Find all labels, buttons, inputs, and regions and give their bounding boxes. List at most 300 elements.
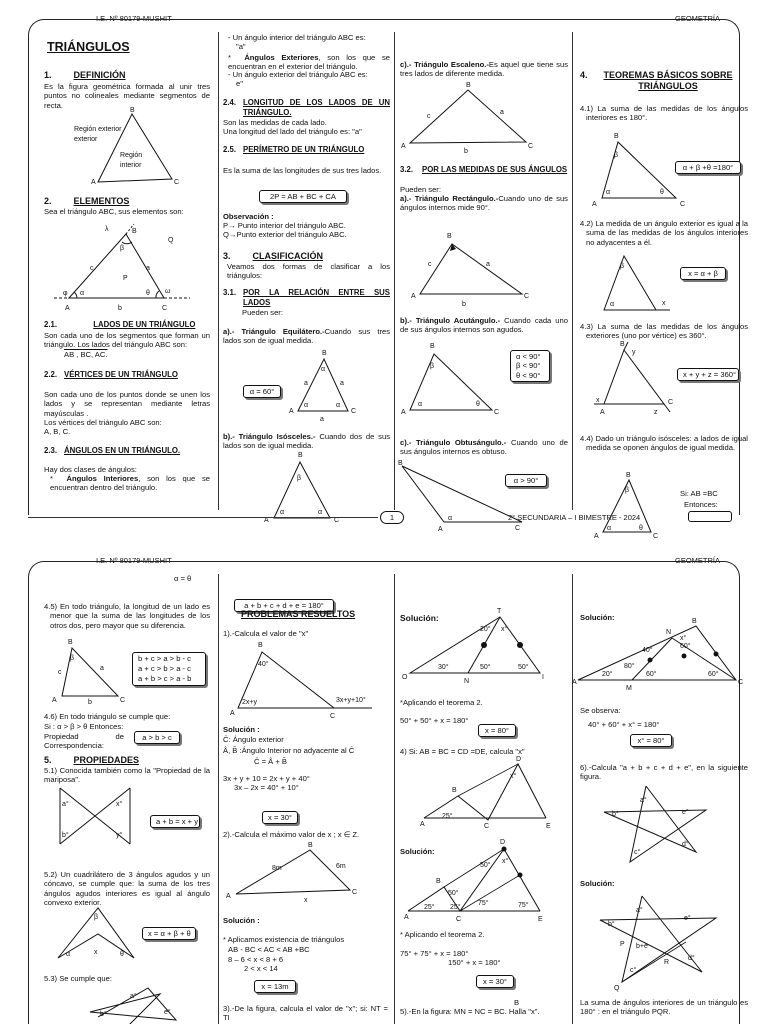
angle-label: α [607,525,612,532]
angle-label: 20° [602,671,613,678]
region-label: Región exterior [74,126,122,133]
angle-label: e° [682,809,689,816]
solution-step: *Aplicando el teorema 2. [400,698,483,707]
subsection-title: VÉRTICES DE UN TRIÁNGULO [64,370,178,379]
side-label: 6m [336,863,346,870]
vertex-label: B [430,343,435,350]
angle-label: y [632,349,636,356]
problem-statement: 3).-De la figura, calcula el valor de "x"; si: NT = TI [223,1004,388,1023]
paragraph: Pueden ser: [242,308,283,317]
property-text: 5.2) Un cuadrilátero de 3 ángulos agudos y un cóncavo, se cumple que: la suma de los tres ángulos agudos interiores es igual al ángulo convexo exterior. [44,870,210,907]
vertex-label: A [226,893,231,900]
subsection-title: LONGITUD DE LOS LADOS DE UN TRIÁNGULO. [243,98,390,117]
solution-title: Solución: [580,879,615,888]
angle-label: y° [116,832,123,839]
condition: θ < 90° [516,370,541,380]
sum-formula: a + b + c + d + e = 180° [234,599,334,612]
angle-label: a° [636,907,643,914]
angle-label: ω [165,288,171,295]
solution-step: Â, B̂ :Ángulo Interior no adyacente al Ĉ [223,746,355,755]
school-name: I.E. Nº 80179-MUSHIT [96,556,172,565]
vertex-label: C [484,823,490,830]
vertex-label: C [515,525,521,532]
paragraph: b).- Triángulo Acutángulo.- Cuando cada uno de sus ángulos internos son agudos. [400,316,568,335]
side-label: b [88,699,92,706]
side-label: a [340,380,344,387]
angle-label: β [625,487,630,494]
vertex-label: C [653,533,659,540]
observation-item: P→ Punto interior del triángulo ABC. [223,221,346,230]
subsection-heading: 2.1. LADOS DE UN TRIÁNGULO [44,320,196,329]
side-label: b [118,305,122,312]
angle-label: 60° [646,671,657,678]
angle-label: β [94,914,99,921]
angle-label: θ [660,189,664,196]
angle-label: b° [100,1011,107,1018]
subsection-heading: 2.5. [223,145,237,154]
solution-step: AB - BC < AC < AB +BC [228,945,310,954]
angle-label: 75° [518,902,529,909]
property-text: 5.1) Conocida también como la "Propiedad de la mariposa". [44,766,210,785]
page-2 [0,552,768,1024]
section-heading: 1. DEFINICIÓN [44,70,126,80]
vertex-label: A [91,179,96,186]
scalene-triangle-diagram [400,80,540,155]
section-title: PROBLEMAS RESUELTOS [241,609,356,619]
theorem-text: Si : α > β > θ Entonces: [44,722,124,731]
angle-label: β [620,263,625,270]
vertex-label: B [452,787,457,794]
vertex-label: A [572,679,577,686]
vertex-label: E [546,823,551,830]
paragraph: c).- Triángulo Obtusángulo.- Cuando uno de sus ángulos internos es obtuso. [400,438,568,457]
problem-5-solution-diagram [572,620,752,696]
angle-label: 40° [642,647,653,654]
correspondence-formula: a > b > c [134,731,180,744]
vertex-label: B [322,350,327,357]
angle-label: a° [62,801,69,808]
vertex-label: I [542,674,544,681]
inequality: a + c > b > a - c [138,663,191,673]
observation-item: Q→Punto exterior del triángulo ABC. [223,230,347,239]
exterior-sum-formula: x + y + z = 360° [677,368,739,381]
vertex-label: A [438,526,443,533]
vertex-label: B [68,639,73,646]
paragraph: a).- Triángulo Equilátero.-Cuando sus tres lados son de igual medida. [223,327,390,346]
answer-box: x = 30° [262,811,298,824]
solution-step: Se observa: [580,706,621,715]
paragraph: Una longitud del lado del triángulo es: "a" [223,127,362,136]
solution-step: 3x – 2x = 40° + 10° [234,783,299,792]
subsection-title: POR LA RELACIÓN ENTRE SUS LADOS [243,288,390,307]
subsection-title: PERÍMETRO DE UN TRIÁNGULO [243,145,365,154]
isosceles-triangle-diagram [262,448,352,528]
angle-label: θ [146,290,150,297]
vertex-label: B [614,133,619,140]
vertex-label: C [680,201,686,208]
side-label: a [486,261,490,268]
vertex-label: B [692,618,697,625]
side-label: a [500,109,504,116]
point-label: Q [168,237,174,244]
vertex-label: C [524,293,530,300]
problem-4-diagram [420,756,560,828]
vertex-label: Q [614,985,620,992]
problem-1-diagram [224,640,384,720]
solution-step: La suma de ángulos interiores de un triángulo es 180° : en el triángulo PQR. [580,998,748,1017]
solution-step: 2 < x < 14 [244,964,278,973]
paragraph: Hay dos clases de ángulos: [44,465,137,474]
angle-label: θ [120,951,124,958]
vertex-label: A [420,821,425,828]
problem-2-diagram [224,842,374,908]
solution-step: * Aplicando el teorema 2. [400,930,485,939]
column-divider [218,32,219,510]
inequality: a + b > c > a - b [138,673,192,683]
vertex-label: O [402,674,408,681]
solution-step: 40° + 60° + x° = 180° [588,720,660,729]
angle-label: x° [501,626,508,633]
paragraph: - Un ángulo exterior del triángulo ABC es: e" [228,70,368,89]
angle-label: 60° [680,643,691,650]
solution-step: Ĉ: Ángulo exterior [223,735,284,744]
angle-label: c° [630,967,637,974]
angle-label: α [336,402,341,409]
problem-4-solution-diagram [404,839,554,921]
vertex-label: A [289,408,294,415]
formula: α = θ [174,574,192,583]
solution-title: Solución: [400,847,435,856]
angle-label: λ [105,226,109,233]
paragraph: Si: AB =BC [680,489,718,498]
vertex-label: B [298,452,303,459]
angle-label: 25° [450,904,461,911]
vertices-list: A, B, C. [44,427,71,436]
subsection-title: ÁNGULOS EN UN TRIÁNGULO. [64,446,181,455]
vertex-label: A [411,293,416,300]
paragraph: a).- Triángulo Rectángulo.-Cuando uno de sus ángulos internos mide 90°. [400,194,568,213]
perimeter-formula: 2P = AB + BC + CA [259,190,347,203]
angle-label: α [321,366,326,373]
angle-label: x° [680,635,687,642]
problem-6-star-diagram [596,780,726,870]
paragraph: c).- Triángulo Escaleno.-Es aquel que tiene sus tres lados de diferente medida. [400,60,569,79]
angle-label: θ [639,525,643,532]
vertex-label: B [130,107,135,114]
page-number: 1 [380,511,404,524]
problem-statement: 1).-Calcula el valor de "x" [223,629,309,638]
side-label: c [427,113,431,120]
inequality-box [132,652,206,686]
answer-box: x = 13m [254,980,296,993]
angle-label: x [94,949,98,956]
acute-triangle-diagram [400,340,500,420]
side-label: a [146,265,150,272]
paragraph: Es la figura geométrica formada al unir tres puntos no colineales mediante segmentos de recta. [44,82,210,110]
side-label: a [100,665,104,672]
paragraph: Es la suma de las longitudes de sus tres lados. [223,166,382,175]
angle-label: b° [608,921,615,928]
bullet-item: * Ángulos Exteriores, son los que se encuentran en el exterior del triángulo. [228,53,390,72]
angle-label: α [304,402,309,409]
subsection-heading: 2.4. [223,98,237,107]
angle-label: 50° [480,862,491,869]
subsection-heading: 2.2. [44,370,58,379]
region-label: exterior [74,136,98,143]
angle-label: β [297,475,302,482]
vertex-label: C [494,409,500,416]
problem-statement: 6).-Calcula "a + b + c + d + e", en la siguiente figura. [580,763,748,782]
equilateral-triangle-diagram [288,347,368,422]
paragraph: - Un ángulo interior del triángulo ABC es: "a" [228,33,366,52]
subsection-heading: 3.2. [400,165,414,174]
angle-label: e° [164,1009,171,1016]
triangle-regions-diagram [60,105,200,185]
column-divider [218,574,219,1024]
angle-label: z [654,409,658,416]
solution-title: Solución: [400,613,439,623]
region-label: interior [120,162,142,169]
theorem-4-4-diagram [593,472,663,542]
vertex-label: R [664,959,670,966]
exterior-angle-formula: x = α + β [680,267,726,280]
region-label: Región [120,152,143,159]
subsection-title: POR LAS MEDIDAS DE SUS ÁNGULOS [422,165,568,174]
vertex-label: A [230,710,235,717]
angle-label: 3x+y+10° [336,697,366,704]
school-name: I.E. Nº 80179-MUSHIT [96,14,172,23]
condition: α < 90° [516,352,541,361]
point-label: P [123,275,128,282]
solution-title: Solución: [580,613,615,622]
side-label: c [90,265,94,272]
solution-step: 50° + 50° + x = 180° [400,716,469,725]
paragraph: Entonces: [684,500,718,509]
side-label: x [304,897,308,904]
theorem-text: 4.4) Dado un triángulo isósceles: a lados de igual medida se oponen ángulos de igual medida. [580,434,748,453]
vertex-label: C [330,713,336,720]
concave-quadrilateral-diagram [54,904,138,970]
angle-label: α [280,509,285,516]
butterfly-formula: a + b = x + y [150,815,200,828]
answer-box-empty [688,511,732,522]
paragraph: Son cada uno de los segmentos que forman un triángulo. Los lados del triángulo ABC son: [44,331,210,350]
concave-formula: x = α + β + θ [142,927,196,940]
vertex-label: C [334,517,340,524]
angle-label: α [606,189,611,196]
angle-label: a° [640,797,647,804]
angle-label: 25° [442,813,453,820]
angle-label: 40° [258,661,269,668]
solution-step: Ĉ = Â + B̂ [254,757,287,766]
footer-rule [28,517,378,518]
star-diagram [86,982,196,1024]
acute-conditions-box [510,350,550,382]
paragraph: Veamos dos formas de clasificar a los triángulos: [227,262,390,281]
vertex-label: A [594,533,599,540]
vertex-label: D [500,839,506,846]
angle-label: β [430,363,435,370]
vertex-label: N [666,629,672,636]
vertex-label: A [65,305,70,312]
vertex-label: C [528,143,534,150]
angle-label: θ [476,401,480,408]
subsection-heading: 2.3. [44,446,58,455]
angle-label: x° [510,773,517,780]
bullet-item: * Ángulos Interiores, son los que se encuentran dentro del triángulo. [50,474,210,493]
condition: β < 90° [516,361,541,371]
vertex-label: B [514,998,520,1007]
theorem-text: 4.1) La suma de las medidas de los ángulos interiores es 180°. [580,104,748,123]
problem-3-solution-diagram [400,607,570,687]
column-divider [572,32,573,510]
side-label: 8m [272,865,282,872]
vertex-label: A [52,697,57,704]
angle-label: 60° [708,671,719,678]
vertex-label: M [626,685,632,692]
section-title: TEOREMAS BÁSICOS SOBRE TRIÁNGULOS [603,70,733,91]
side-label: b [462,301,466,308]
vertex-label: A [404,914,409,921]
problem-6-solution-diagram [592,890,732,990]
angle-label: 80° [624,663,635,670]
page-title: TRIÁNGULOS [47,40,130,54]
answer-box: x = 80° [478,724,516,737]
theorem-4-2-diagram [596,248,676,316]
vertex-label: C [174,179,180,186]
angle-label: d° [682,841,689,848]
answer-box: x° = 80° [630,734,672,747]
angle-label: α [80,290,85,297]
angle-label: d° [688,955,695,962]
vertex-label: A [592,201,597,208]
vertex-label: P [620,941,625,948]
answer-box: x = 30° [476,975,514,988]
solution-step: 150° + x = 180° [448,958,501,967]
section-heading: 2. ELEMENTOS [44,196,130,206]
paragraph: Pueden ser: [400,185,441,194]
column-divider [394,32,395,510]
solution-title: Solución : [223,916,260,925]
vertex-label: B [258,642,263,649]
side-label: c [58,669,62,676]
theorem-text: 4.3) La suma de las medidas de los ángulos exteriores (uno por vértice) es 360°. [580,322,748,341]
column-divider [394,574,395,1024]
problem-statement: 2).-Calcula el máximo valor de x ; x ∈ Z. [223,830,360,839]
angle-label: e° [684,915,691,922]
vertex-label: B [466,82,471,89]
problem-statement: 5).-En la figura: MN = NC = BC. Halla "x". [400,1007,540,1016]
vertex-label: C [120,697,126,704]
vertex-label: B [620,341,625,348]
vertex-label: B [447,233,452,240]
angle-label: 50° [480,664,491,671]
vertex-label: B [626,472,631,479]
vertex-label: D [516,756,522,763]
sides-list: AB , BC, AC. [64,350,108,359]
subject-name: GEOMETRÍA [674,14,720,23]
vertex-label: C [162,305,168,312]
right-triangle-diagram [410,228,540,308]
theorem-4-5-diagram [52,638,132,706]
paragraph: b).- Triángulo Isósceles.- Cuando dos de sus lados son de igual medida. [223,432,390,451]
angle-label: α [610,301,615,308]
angle-label: 50° [518,664,529,671]
paragraph: Los vértices del triángulo ABC son: [44,418,162,427]
inequality: b + c > a > b - c [138,654,191,663]
vertex-label: C [738,679,744,686]
theorem-4-3-diagram [590,342,675,417]
subsection-heading: 3.1. [223,288,237,297]
vertex-label: T [497,608,502,615]
section-heading: 5. PROPIEDADES [44,755,140,765]
angle-label: 2x+y [242,699,257,706]
vertex-label: A [401,143,406,150]
angle-label: a° [130,993,137,1000]
obtuse-formula: α > 90° [505,474,547,487]
angle-sum-formula: α + β +θ =180° [675,161,741,174]
side-label: b [464,148,468,155]
equilateral-formula: α = 60° [243,385,281,398]
angle-label: α [66,951,71,958]
side-label: c [428,261,432,268]
vertex-label: C [351,408,357,415]
footer-text: 2° SECUNDARIA – I BIMESTRE - 2024 [508,513,641,522]
angle-label: φ [63,290,68,297]
theorem-text: 4.5) En todo triángulo, la longitud de un lado es menor que la suma de las longitudes de los otros dos, pero mayor que su diferencia. [44,602,210,630]
vertex-label: A [600,409,605,416]
vertex-label: B [398,460,403,467]
theorem-text: Propiedad de Correspondencia: [44,732,124,751]
vertex-label: E [538,916,543,923]
angle-label: c° [634,849,641,856]
vertex-label: C [668,399,674,406]
angle-label: b° [612,811,619,818]
vertex-label: A [264,517,269,524]
angle-label: x° [502,858,509,865]
angle-label: b° [62,832,69,839]
angle-label: β [614,152,619,159]
vertex-label: C [456,916,462,923]
angle-label: 30° [438,664,449,671]
angle-label: α [318,509,323,516]
angle-label: 75° [478,900,489,907]
side-label: a [304,380,308,387]
paragraph: Sea el triángulo ABC, sus elementos son: [44,207,184,216]
paragraph: Son cada uno de los puntos donde se unen los lados y se representan mediante letras mayúsculas . [44,390,210,418]
butterfly-diagram [54,782,138,852]
side-label: a [320,416,324,423]
angle-label: 25° [424,904,435,911]
solution-step: 75° + 75° + x = 180° [400,949,469,958]
theorem-text: 4.6) En todo triángulo se cumple que: [44,712,171,721]
angle-label: α [448,515,453,522]
vertex-label: B [308,842,313,849]
solution-step: * Aplicamos existencia de triángulos [223,935,345,944]
triangle-elements-diagram [52,222,202,314]
vertex-label: A [401,409,406,416]
problem-statement: 4) Si: AB = BC = CD =DE, calcula "x" [400,747,525,756]
angle-label: b+e [636,943,648,950]
angle-label: α [418,401,423,408]
vertex-label: C [352,889,358,896]
angle-label: β [70,655,75,662]
theorem-text: 4.2) La medida de un ángulo exterior es igual a la suma de las medidas de los ángulos interiores no adyacentes a él. [580,219,748,247]
section-heading: 3. CLASIFICACIÓN [223,251,324,261]
solution-title: Solución : [223,725,260,734]
solution-step: 3x + y + 10 = 2x + y + 40° [223,774,310,783]
vertex-label: B [436,878,441,885]
